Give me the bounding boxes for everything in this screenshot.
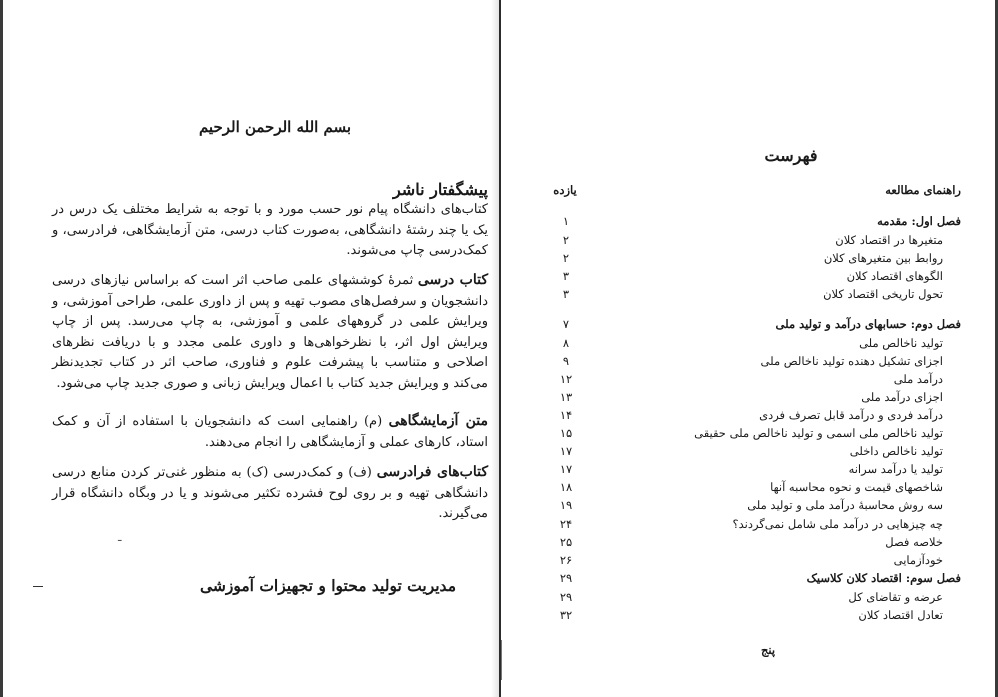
toc-entry (546, 354, 961, 372)
toc-chapter-label: فصل اول: مقدمه (877, 214, 961, 228)
toc-section-label: تولید یا درآمد سرانه (848, 462, 943, 476)
toc-page-number: ۲ (562, 251, 570, 265)
toc-entry (546, 317, 961, 335)
preface-paragraph-3 (52, 411, 488, 453)
toc-section-label: الگوهای اقتصاد کلان (846, 269, 943, 283)
toc-page-number: ۹ (562, 354, 570, 368)
preface-paragraph-4 (52, 462, 488, 525)
toc-page-number: ۲۵ (559, 535, 573, 549)
toc-entry (546, 214, 961, 232)
paragraph-lead: متن آزمایشگاهی (388, 413, 488, 429)
toc-section-label: اجزای تشکیل دهنده تولید ناخالص ملی (760, 354, 943, 368)
toc-section-label: اجزای درآمد ملی (861, 390, 943, 404)
toc-chapter-label: فصل دوم: حسابهای درآمد و تولید ملی (775, 317, 961, 331)
toc-entry (546, 251, 961, 269)
paragraph-text: (ف) و کمک‌درسی (ک) به منظور غنی‌تر کردن منابع درسی دانشگاهی تهیه و بر روی لوح فشرده تکثیر می‌شوند و یا در وبگاه دانشگاه قرار می‌گیرند. (52, 465, 488, 521)
toc-entry (546, 553, 961, 571)
toc-entry (546, 608, 961, 626)
paragraph-lead: کتاب‌های فرادرسی (376, 464, 488, 480)
toc-entry (546, 233, 961, 251)
preface-title: پیشگفتار ناشر (392, 180, 488, 199)
toc-page-number: ۱۹ (559, 498, 573, 512)
paragraph-text: ثمرهٔ کوششهای علمی صاحب اثر است که براساس نیازهای درسی دانشجویان و سرفصل‌های مصوب تهیه و پس از داوری علمی، طراحی آموزشی، و ویرایش علمی در گروههای علمی و آموزشی، به چاپ می‌رسد. پس از چاپ ویرایش اول اثر، با نظرخواهی‌ها و داوری علمی مجدد و با دریافت نظرهای اصلاحی و متناسب با پیشرفت علوم و فناوری، صاحب اثر در کتاب تجدیدنظر می‌کند و ویرایش جدید کتاب با اعمال ویرایش زبانی و صوری جدید چاپ می‌شود. (52, 273, 488, 391)
paragraph-text: کتاب‌های دانشگاه پیام نور حسب مورد و با توجه به شرایط مختلف یک درس در یک یا چند رشتهٔ دانشگاهی، به‌صورت کتاب درسی، متن آزمایشگاهی، فرادرسی، و کمک‌درسی چاپ می‌شوند. (52, 202, 488, 258)
toc-entry (546, 336, 961, 354)
toc-page-number: ۱۲ (559, 372, 573, 386)
toc-page-number: ۲ (562, 233, 570, 247)
toc-entry (546, 269, 961, 287)
toc-section-label: سه روش محاسبهٔ درآمد ملی و تولید ملی (747, 498, 943, 512)
toc-section-label: تعادل اقتصاد کلان (858, 608, 943, 622)
toc-entry (546, 444, 961, 462)
toc-page-number: ۲۹ (559, 590, 573, 604)
toc-section-label: تولید ناخالص ملی اسمی و تولید ناخالص ملی حقیقی (694, 426, 943, 440)
toc-page-number: ۲۴ (559, 517, 573, 531)
toc-entry (546, 462, 961, 480)
toc-section-label: درآمد ملی (893, 372, 943, 386)
page-number: پنج (760, 643, 776, 657)
dash-mark: ـ (118, 530, 122, 544)
toc-entry (546, 535, 961, 553)
paragraph-text: (م) راهنمایی است که دانشجویان با استفاده از آن و کمک استاد، کارهای عملی و آزمایشگاهی را انجام می‌دهند. (52, 414, 488, 450)
toc-page-number: ۱ (562, 214, 570, 228)
toc-entry (546, 590, 961, 608)
toc-page-number: یازده (553, 183, 577, 197)
toc-entry (546, 426, 961, 444)
stray-mark (501, 640, 502, 680)
stray-mark (33, 586, 43, 587)
page-edge-left (0, 0, 3, 697)
toc-page-number: ۳ (562, 287, 570, 301)
toc-section-label: تولید ناخالص داخلی (849, 444, 943, 458)
toc-entry (546, 480, 961, 498)
toc-section-label: روابط بین متغیرهای کلان (823, 251, 943, 265)
toc-section-label: تحول تاریخی اقتصاد کلان (823, 287, 943, 301)
toc-section-label: تولید ناخالص ملی (859, 336, 943, 350)
toc-page-number: ۱۴ (559, 408, 573, 422)
toc-page-number: ۸ (562, 336, 570, 350)
toc-title: فهرست (764, 146, 818, 165)
toc-chapter-label: فصل سوم: اقتصاد کلان کلاسیک (806, 571, 961, 585)
toc-page-number: ۲۹ (559, 571, 573, 585)
toc-entry (546, 517, 961, 535)
toc-entry (546, 408, 961, 426)
toc-page-number: ۱۳ (559, 390, 573, 404)
toc-page-number: ۱۸ (559, 480, 573, 494)
toc-page-number: ۱۷ (559, 444, 573, 458)
toc-page-number: ۱۵ (559, 426, 573, 440)
toc-section-label: شاخصهای قیمت و نحوه محاسبه آنها (770, 480, 943, 494)
paragraph-lead: کتاب درسی (417, 272, 488, 288)
toc-section-label: خلاصه فصل (885, 535, 943, 549)
toc-section-label: خودآزمایی (893, 553, 943, 567)
toc-section-label: عرضه و تقاضای کل (848, 590, 943, 604)
toc-page-number: ۱۷ (559, 462, 573, 476)
toc-entry (546, 390, 961, 408)
toc-entry (546, 183, 961, 201)
toc-entry (546, 571, 961, 589)
preface-paragraph-1 (52, 199, 488, 262)
toc-page-number: ۳۲ (559, 608, 573, 622)
toc-entry (546, 372, 961, 390)
toc-section-label: درآمد فردی و درآمد قابل تصرف فردی (759, 408, 943, 422)
toc-section-label: چه چیزهایی در درآمد ملی شامل نمی‌گردند؟ (732, 517, 943, 531)
toc-entry (546, 498, 961, 516)
toc-page-number: ۷ (562, 317, 570, 331)
toc-page-number: ۳ (562, 269, 570, 283)
right-page (501, 0, 998, 697)
publisher-signature: مدیریت تولید محتوا و تجهیزات آموزشی (199, 576, 456, 595)
preface-paragraph-2 (52, 270, 488, 394)
toc-entry (546, 287, 961, 305)
basmala-heading: بسم الله الرحمن الرحیم (198, 118, 352, 136)
gutter-shadow (491, 0, 499, 697)
toc-page-number: ۲۶ (559, 553, 573, 567)
toc-section-label: متغیرها در اقتصاد کلان (835, 233, 943, 247)
toc-chapter-label: راهنمای مطالعه (885, 183, 961, 197)
